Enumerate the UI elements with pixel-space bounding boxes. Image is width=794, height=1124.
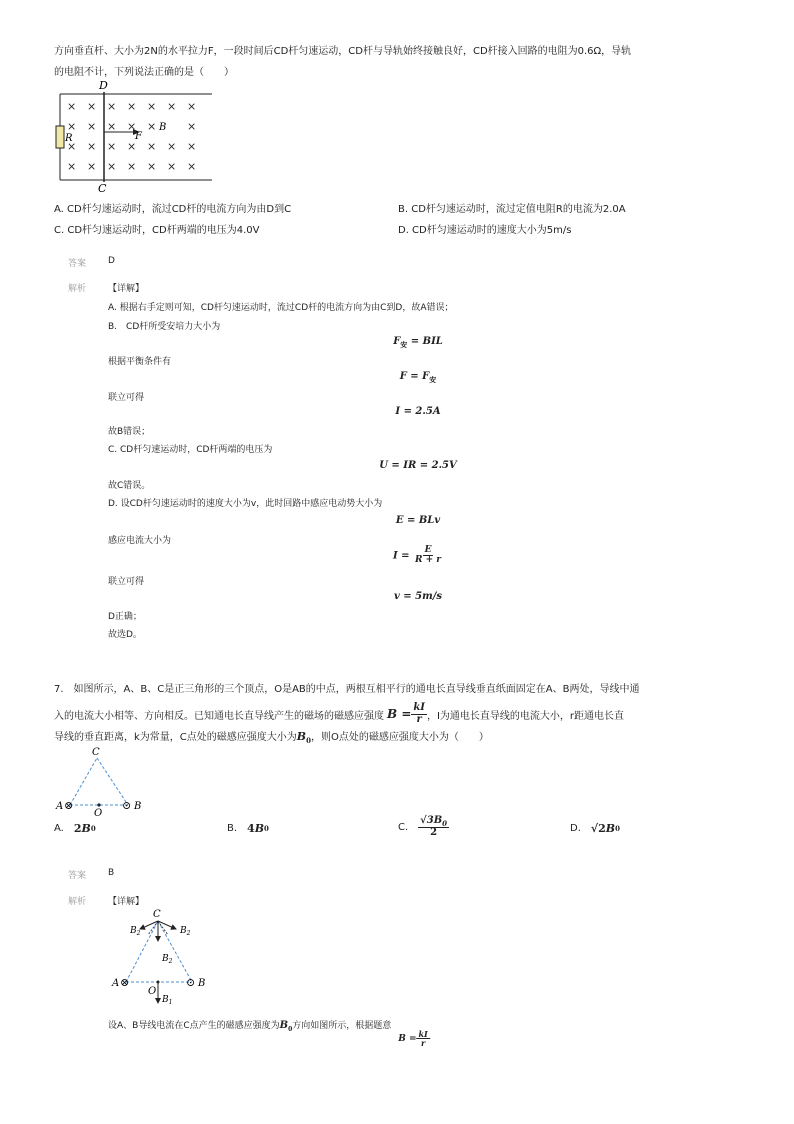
q7-wire-b-out: ⊙	[122, 799, 132, 812]
field-cross: ×	[127, 120, 137, 133]
q7-detail-figure	[110, 905, 220, 1010]
field-cross: ×	[147, 140, 157, 153]
q6-eq7: v = 5m/s	[394, 591, 442, 602]
q6-label-r: R	[65, 133, 73, 144]
field-cross: ×	[107, 140, 117, 153]
q7d-label-b1: $B_1$	[162, 995, 173, 1006]
q7-analysis-label: 解析	[68, 897, 87, 907]
q7-option-d: D. √2 B 0	[570, 822, 620, 835]
q6-eq1: $F_安$ = BIL	[393, 336, 443, 349]
q6-option-c: C. CD杆匀速运动时，CD杆两端的电压为4.0V	[54, 225, 260, 236]
field-cross: ×	[147, 120, 157, 133]
q7-answer-label: 答案	[68, 871, 87, 881]
q7d-label-c: C	[153, 909, 161, 920]
field-cross: ×	[107, 100, 117, 113]
q7d-label-a: A	[112, 978, 120, 989]
q7-option-a: A. 2 B 0	[54, 822, 96, 835]
q7-label-a: A	[56, 801, 64, 812]
q6-d-right: D正确；	[108, 612, 142, 622]
q7d-wire-a-in: ⊗	[120, 976, 130, 989]
q7d-label-b: B	[198, 978, 206, 989]
q6-stem-line1: 方向垂直杆、大小为2N的水平拉力F，一段时间后CD杆匀速运动，CD杆与导轨始终接触良好，CD杆接入回路的电阻为0.6Ω，导轨	[54, 46, 632, 57]
q7-detail-title: 【详解】	[108, 897, 145, 907]
q7-triangle-figure	[54, 745, 164, 820]
q6-eq5: E = BLv	[395, 515, 441, 526]
q7d-wire-b-out: ⊙	[186, 976, 196, 989]
field-cross: ×	[127, 140, 137, 153]
q6-answer: D	[108, 256, 115, 266]
field-cross: ×	[87, 160, 97, 173]
q6-join1: 联立可得	[108, 393, 145, 403]
q6-analysis-label: 解析	[68, 284, 87, 294]
field-cross: ×	[147, 160, 157, 173]
q6-balance: 根据平衡条件有	[108, 357, 172, 367]
field-cross: ×	[107, 120, 117, 133]
q7d-label-b2-right: $B_2$	[180, 926, 191, 937]
q6-option-b: B. CD杆匀速运动时，流过定值电阻R的电流为2.0A	[398, 204, 626, 215]
q7d-label-o: O	[148, 986, 157, 997]
q7-stem-line1: 7. 如图所示，A、B、C是正三角形的三个顶点，O是AB的中点，两根互相平行的通电长直导线垂直纸面固定在A、B两处，导线中通	[54, 684, 640, 695]
q7-detail-eq: B = $\frac{kI}{r}$	[398, 1029, 428, 1049]
field-cross: ×	[187, 120, 197, 133]
field-cross: ×	[67, 140, 77, 153]
q6-eq2: $F = F_安$	[399, 371, 437, 384]
field-cross: ×	[127, 160, 137, 173]
field-cross: ×	[87, 140, 97, 153]
q7-answer: B	[108, 868, 115, 878]
q6-circuit-figure	[52, 78, 217, 193]
q6-label-d: D	[99, 79, 108, 92]
q6-label-b: B	[159, 122, 167, 133]
field-cross: ×	[67, 100, 77, 113]
q7d-label-b2-mid: $B_2$	[162, 954, 173, 965]
q7-stem-line3: 导线的垂直距离，k为常量，C点处的磁感应强度大小为$B_0$，则O点处的磁感应强度大小为（ ）	[54, 730, 489, 745]
field-cross: ×	[167, 140, 177, 153]
q6-option-a: A. CD杆匀速运动时，流过CD杆的电流方向为由D到C	[54, 204, 292, 215]
field-cross: ×	[107, 160, 117, 173]
q6-detail-title: 【详解】	[108, 284, 145, 294]
q6-label-f: F	[135, 131, 142, 142]
field-cross: ×	[87, 120, 97, 133]
field-cross: ×	[67, 160, 77, 173]
q6-line-a: A. 根据右手定则可知，CD杆匀速运动时，流过CD杆的电流方向为由C到D，故A错误；	[108, 303, 454, 313]
q6-answer-label: 答案	[68, 259, 87, 269]
field-cross: ×	[167, 100, 177, 113]
q6-option-d: D. CD杆匀速运动时的速度大小为5m/s	[398, 225, 572, 236]
q6-eq3: I = 2.5A	[395, 406, 441, 417]
q6-line-c: C. CD杆匀速运动时，CD杆两端的电压为	[108, 445, 273, 455]
q6-line-b: B. CD杆所受安培力大小为	[108, 322, 221, 332]
q7-option-b: B. 4 B 0	[227, 822, 269, 835]
q7-label-b: B	[134, 801, 142, 812]
field-cross: ×	[187, 140, 197, 153]
q6-choose: 故选D。	[108, 630, 142, 640]
q7-detail-line: 设A、B导线电流在C点产生的磁感应强度为$B_0$方向如图所示，根据题意	[108, 1020, 392, 1033]
q7-wire-a-in: ⊗	[64, 799, 74, 812]
q7-stem-line2: 入的电流大小相等、方向相反。已知通电长直导线产生的磁场的磁感应强度 B = $\frac{kI}{r}$ ，I为通电长直导线的电流大小，r距通电长直	[54, 702, 625, 725]
q7-option-c: C. $\frac{√3B_0}{2}$	[398, 815, 448, 839]
q6-stem-line2: 的电阻不计，下列说法正确的是（ ）	[54, 67, 234, 78]
field-cross: ×	[147, 100, 157, 113]
q6-b-wrong: 故B错误；	[108, 427, 151, 437]
q7d-label-b2-left: $B_2$	[130, 926, 141, 937]
q6-c-wrong: 故C错误。	[108, 481, 151, 491]
q6-label-c: C	[98, 182, 107, 193]
q7-label-o: O	[94, 808, 103, 819]
q7-label-c: C	[92, 747, 100, 758]
q6-current: 感应电流大小为	[108, 536, 172, 546]
q6-join2: 联立可得	[108, 577, 145, 587]
q6-eq4: U = IR = 2.5V	[379, 460, 457, 471]
field-cross: ×	[187, 100, 197, 113]
field-cross: ×	[187, 160, 197, 173]
field-cross: ×	[127, 100, 137, 113]
field-cross: ×	[167, 160, 177, 173]
field-cross: ×	[87, 100, 97, 113]
field-cross: ×	[67, 120, 77, 133]
q6-eq6: I = $\frac{E}{R + r}$	[392, 545, 442, 566]
q6-line-d: D. 设CD杆匀速运动时的速度大小为v，此时回路中感应电动势大小为	[108, 499, 383, 509]
